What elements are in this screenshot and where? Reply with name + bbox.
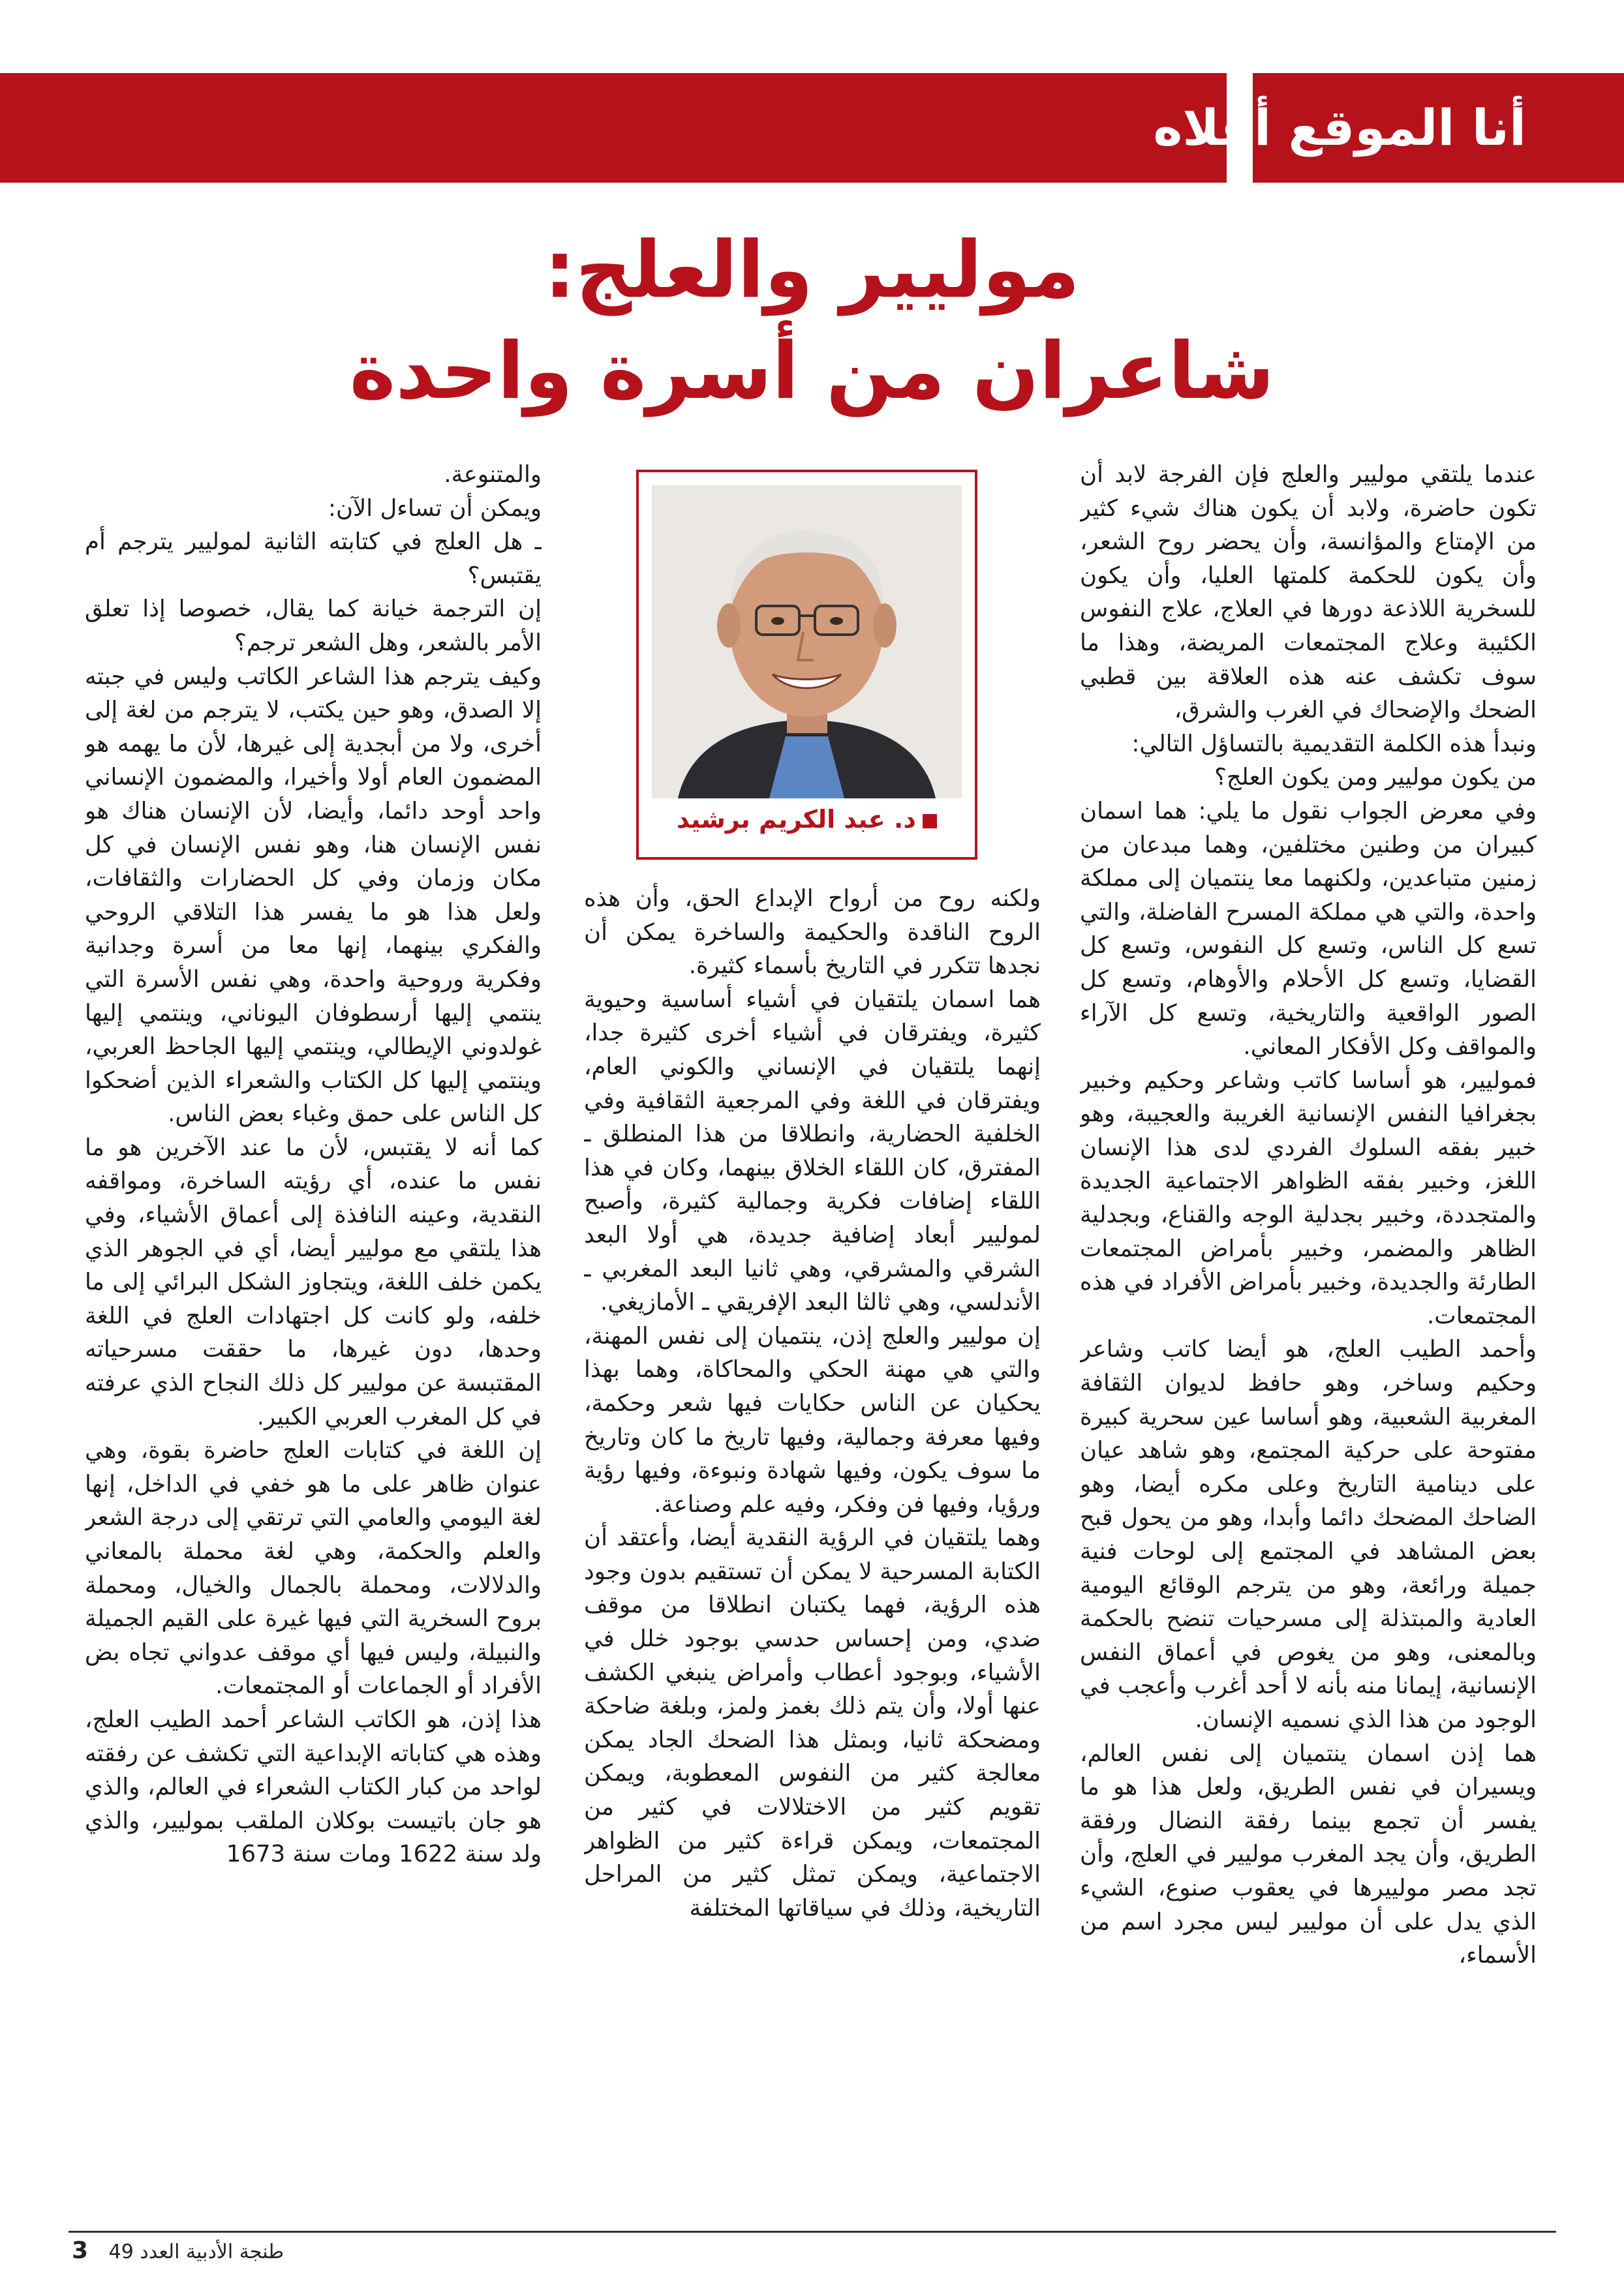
paragraph: ولكنه روح من أرواح الإبداع الحق، وأن هذه الروح الناقدة والحكيمة والساخرة يمكن أن نجدها تتكرر في التاريخ بأسماء كثيرة. xyxy=(584,885,1041,980)
paragraph: والمتنوعة. xyxy=(444,461,542,488)
author-portrait-image xyxy=(652,485,962,798)
headline-line-1: موليير والعلج: xyxy=(544,225,1080,316)
paragraph: كما أنه لا يقتبس، لأن ما عند الآخرين هو ما نفس ما عنده، أي رؤيته الساخرة، ومواقفه النقدية، وعينه النافذة إلى أعماق الأشياء، وفي هذا يلتقي مع موليير أيضا، أي في الجوهر الذي يكمن خلف اللغة، ويتجاوز الشكل البرائي إلى ما خلفه، ولو كانت كل اجتهادات العلج في اللغة وحدها، دون غيرها، ما حققت مسرحياته المقتبسة عن موليير كل ذلك النجاح الذي عرفته في كل المغرب العربي الكبير. xyxy=(85,1134,542,1430)
page-footer xyxy=(72,2237,284,2264)
magazine-name: طنجة الأدبية xyxy=(185,2241,284,2263)
paragraph: وفي معرض الجواب نقول ما يلي: هما اسمان كبيران من وطنين مختلفين، وهما مبدعان من زمنين متباعدين، ولكنهما معا ينتميان إلى مملكة واحدة، والتي هي مملكة المسرح الفاضلة، والتي تسع كل الناس، وتسع كل النفوس، وتسع كل القضايا، وتسع كل الأحلام والأوهام، وتسع كل الصور الواقعية والتاريخية، وتسع كل الآراء والمواقف وكل الأفكار المعاني. xyxy=(1080,797,1537,1061)
paragraph: هما إذن اسمان ينتميان إلى نفس العالم، ويسيران في نفس الطريق، ولعل هذا هو ما يفسر أن تجمع بينما رفقة النضال ورفقة الطريق، وأن يجد المغرب موليير في العلج، وأن تجد مصر مولييرها في يعقوب صنوع، الشيء الذي يدل على أن موليير ليس مجرد اسم من الأسماء، xyxy=(1080,1740,1537,1969)
caption-bullet-icon xyxy=(923,814,937,828)
paragraph: وكيف يترجم هذا الشاعر الكاتب وليس في جبته إلا الصدق، وهو حين يكتب، لا يترجم من لغة إلى أخرى، ولا من أبجدية إلى غيرها، لأن ما يهمه هو المضمون العام أولا وأخيرا، والمضمون الإنساني واحد أوحد دائما، وأيضا، لأن الإنسان هناك هو نفس الإنسان هنا، وهو نفس الإنسان في كل مكان وزمان وفي كل الحضارات والثقافات، ولعل هذا هو ما يفسر هذا التلاقي الروحي والفكري بينهما، إنها معا من أسرة وجدانية وفكرية وروحية واحدة، وهي نفس الأسرة التي ينتمي إليها أرسطوفان اليوناني، وينتمي إليها غولدوني الإيطالي، وينتمي إليها الجاحظ العربي، وينتمي إليها كل الكتاب والشعراء الذين أضحكوا كل الناس على حمق وغباء بعض الناس. xyxy=(85,663,542,1128)
footer-rule xyxy=(69,2231,1556,2233)
paragraph: هما اسمان يلتقيان في أشياء أساسية وحيوية كثيرة، ويفترقان في أشياء أخرى كثيرة جدا، إنهما يلتقيان في الإنساني والكوني العام، ويفترقان في اللغة وفي المرجعية الثقافية وفي الخلفية الحضارية، وانطلاقا من هذا المنطلق ـ المفترق، كان اللقاء الخلاق بينهما، وكان في هذا اللقاء إضافات فكرية وجمالية كثيرة، وأصبح لموليير أبعاد إضافية جديدة، هي أولا البعد الشرقي والمشرقي، وهي ثانيا البعد المغربي ـ الأندلسي، وهي ثالثا البعد الإفريقي ـ الأمازيغي. xyxy=(584,986,1041,1316)
issue-number: 49 xyxy=(108,2241,134,2263)
author-name: د. عبد الكريم برشيد xyxy=(677,805,916,834)
paragraph: إن موليير والعلج إذن، ينتميان إلى نفس المهنة، والتي هي مهنة الحكي والمحاكاة، وهما بهذا يحكيان عن الناس حكايات فيها شعر وحكمة، وفيها معرفة وجمالية، وفيها تاريخ ما كان وتاريخ ما سوف يكون، وفيها شهادة ونبوءة، وفيها رؤية ورؤيا، وفيها فن وفكر، وفيه علم وصناعة. xyxy=(584,1322,1041,1518)
paragraph: هذا إذن، هو الكاتب الشاعر أحمد الطيب العلج، وهذه هي كتاباته الإبداعية التي تكشف عن رفقته لواحد من كبار الكتاب الشعراء في العالم، والذي هو جان باتيست بوكلان الملقب بموليير، والذي ولد سنة 1622 ومات سنة 1673 xyxy=(85,1706,542,1868)
paragraph: من يكون موليير ومن يكون العلج؟ xyxy=(1214,764,1537,791)
page-number: 3 xyxy=(72,2237,89,2264)
paragraph: إن اللغة في كتابات العلج حاضرة بقوة، وهي عنوان ظاهر على ما هو خفي في الداخل، إنها لغة اليومي والعامي التي ترتقي إلى درجة الشعر والعلم والحكمة، وهي لغة محملة بالمعاني والدلالات، ومحملة بالجمال والخيال، ومحملة بروح السخرية التي فيها غيرة على القيم الجميلة والنبيلة، وليس فيها أي موقف عدواني تجاه بض الأفراد أو الجماعات أو المجتمعات. xyxy=(85,1437,542,1700)
paragraph: فموليير، هو أساسا كاتب وشاعر وحكيم وخبير بجغرافيا النفس الإنسانية الغريبة والعجيبة، وهو خبير بفقه السلوك الفردي لدى هذا الإنسان اللغز، وخبير بفقه الظواهر الاجتماعية الجديدة والمتجددة، وخبير بجدلية الوجه والقناع، وبجدلية الظاهر والمضمر، وخبير بأمراض المجتمعات الطارئة والجديدة، وخبير بأمراض الأفراد في هذه المجتمعات. xyxy=(1080,1066,1537,1329)
section-title: أنا الموقع أعلاه xyxy=(1153,98,1526,157)
paragraph: ونبدأ هذه الكلمة التقديمية بالتساؤل التالي: xyxy=(1131,730,1537,757)
paragraph: عندما يلتقي موليير والعلج فإن الفرجة لابد أن تكون حاضرة، ولابد أن يكون هناك شيء كثير من الإمتاع والمؤانسة، وأن يحضر روح الشعر، وأن يكون للحكمة كلمتها العليا، وأن يكون للسخرية اللاذعة دورها في العلاج، علاج النفوس الكئيبة وعلاج المجتمعات المريضة، وهذا ما سوف تكشف عنه هذه العلاقة بين قطبي الضحك والإضحاك في الغرب والشرق، xyxy=(1080,461,1537,724)
article-column-middle xyxy=(584,882,1041,2226)
author-caption xyxy=(639,805,975,834)
paragraph: وهما يلتقيان في الرؤية النقدية أيضا، وأعتقد أن الكتابة المسرحية لا يمكن أن تستقيم بدون وجود هذه الرؤية، فهما يكتبان انطلاقا من موقف ضدي، ومن إحساس حدسي بوجود خلل في الأشياء، وبوجود أعطاب وأمراض ينبغي الكشف عنها أولا، وأن يتم ذلك بغمز ولمز، وبلغة ضاحكة ومضحكة ثانيا، وبمثل هذا الضحك الجاد يمكن معالجة كثير من النفوس المعطوبة، ويمكن تقويم كثير من الاختلالات في كثير من المجتمعات، ويمكن قراءة كثير من الظواهر الاجتماعية، ويمكن تمثل كثير من المراحل التاريخية، وذلك في سياقاتها المختلفة xyxy=(584,1524,1041,1922)
paragraph: وأحمد الطيب العلج، هو أيضا كاتب وشاعر وحكيم وساخر، وهو حافظ لديوان الثقافة المغربية الشعبية، وهو أساسا عين سحرية كبيرة مفتوحة على حركية المجتمع، وهو شاهد عيان على دينامية التاريخ وعلى مكره أيضا، وهو الضاحك المضحك دائما وأبدا، وهو من يحول قبح بعض المشاهد في المجتمع إلى لوحات فنية جميلة ورائعة، وهو من يترجم الوقائع اليومية العادية والمبتذلة إلى مسرحيات تنضح بالحكمة وبالمعنى، وهو من يغوص في أعماق النفس الإنسانية، إيمانا منه بأنه لا أحد أغرب وأعجب في الوجود من هذا الذي نسميه الإنسان. xyxy=(1080,1336,1537,1733)
headline-line-2: شاعران من أسرة واحدة xyxy=(349,326,1275,417)
author-photo-frame xyxy=(636,470,977,860)
article-column-right xyxy=(1080,458,1537,2226)
paragraph: ويمكن أن تساءل الآن: xyxy=(328,494,542,522)
author-photo xyxy=(652,485,962,798)
paragraph: إن الترجمة خيانة كما يقال، خصوصا إذا تعلق الأمر بالشعر، وهل الشعر ترجم؟ xyxy=(85,596,542,656)
paragraph: ـ هل العلج في كتابته الثانية لموليير يترجم أم يقتبس؟ xyxy=(85,528,542,589)
issue-label: العدد xyxy=(140,2241,180,2263)
article-column-left xyxy=(85,458,542,2226)
